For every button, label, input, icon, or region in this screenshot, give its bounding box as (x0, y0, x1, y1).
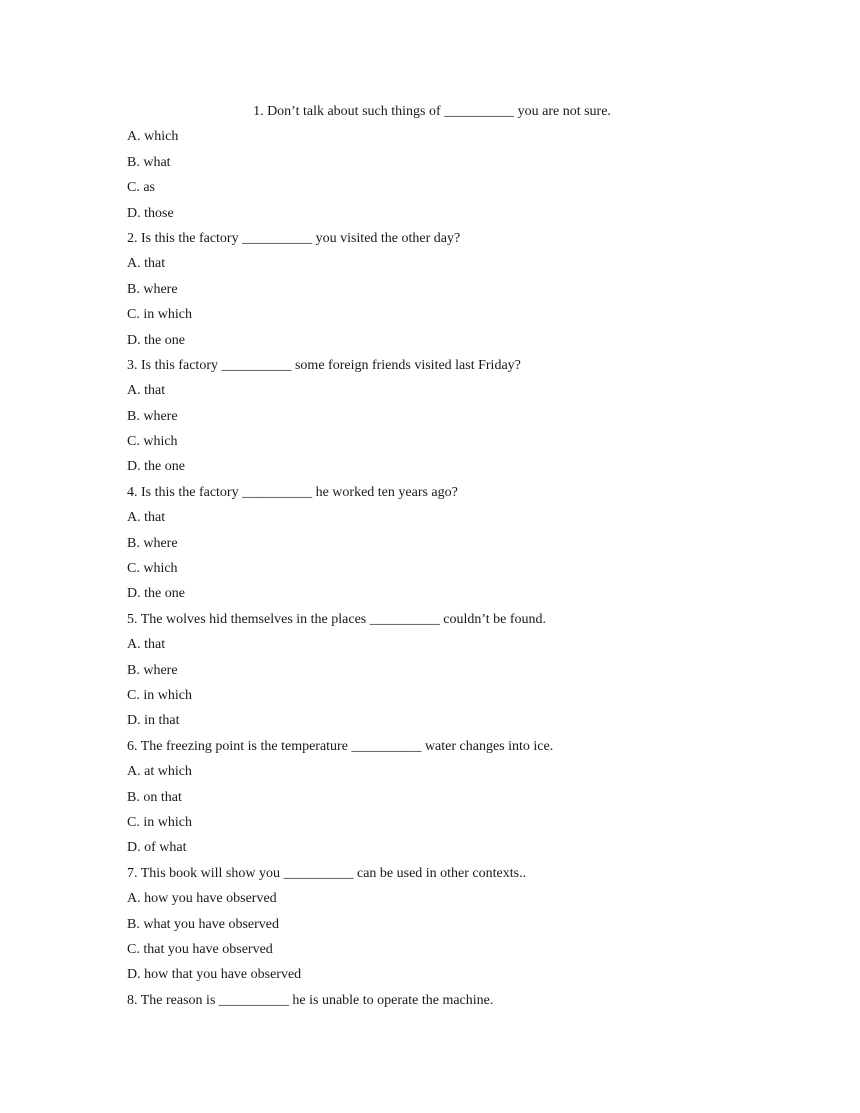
answer-option: A. that (127, 256, 166, 272)
answer-option: D. how that you have observed (127, 967, 302, 983)
answer-option: C. in which (127, 687, 192, 703)
answer-option: B. what you have observed (127, 916, 280, 932)
question-stem: 5. The wolves hid themselves in the places __________ couldn’t be found. (127, 611, 547, 627)
answer-option: B. what (127, 154, 171, 170)
answer-option: C. which (127, 434, 178, 450)
question-stem: 4. Is this the factory __________ he worked ten years ago? (127, 484, 458, 500)
answer-option: B. on that (127, 789, 182, 805)
question-stem: 6. The freezing point is the temperature __________ water changes into ice. (127, 738, 554, 754)
answer-option: A. that (127, 383, 166, 399)
answer-option: A. that (127, 510, 166, 526)
answer-option: A. which (127, 129, 179, 145)
answer-option: D. of what (127, 840, 187, 856)
answer-option: B. where (127, 662, 178, 678)
answer-option: D. in that (127, 713, 180, 729)
answer-option: D. the one (127, 332, 185, 348)
answer-option: B. where (127, 408, 178, 424)
answer-option: B. where (127, 281, 178, 297)
answer-option: A. how you have observed (127, 891, 277, 907)
answer-option: C. which (127, 561, 178, 577)
question-stem: 8. The reason is __________ he is unable to operate the machine. (127, 992, 494, 1008)
answer-option: D. the one (127, 459, 185, 475)
answer-option: A. that (127, 637, 166, 653)
answer-option: C. that you have observed (127, 941, 273, 957)
answer-option: C. as (127, 180, 155, 196)
question-stem: 3. Is this factory __________ some foreign friends visited last Friday? (127, 357, 521, 373)
answer-option: D. those (127, 205, 174, 221)
answer-option: C. in which (127, 307, 192, 323)
question-stem: 2. Is this the factory __________ you visited the other day? (127, 230, 461, 246)
question-list (127, 99, 737, 1013)
answer-option: D. the one (127, 586, 185, 602)
question-stem: 7. This book will show you __________ can be used in other contexts.. (127, 865, 527, 881)
answer-option: C. in which (127, 814, 192, 830)
question-stem: 1. Don’t talk about such things of __________ you are not sure. (253, 104, 611, 119)
answer-option: B. where (127, 535, 178, 551)
answer-option: A. at which (127, 764, 192, 780)
